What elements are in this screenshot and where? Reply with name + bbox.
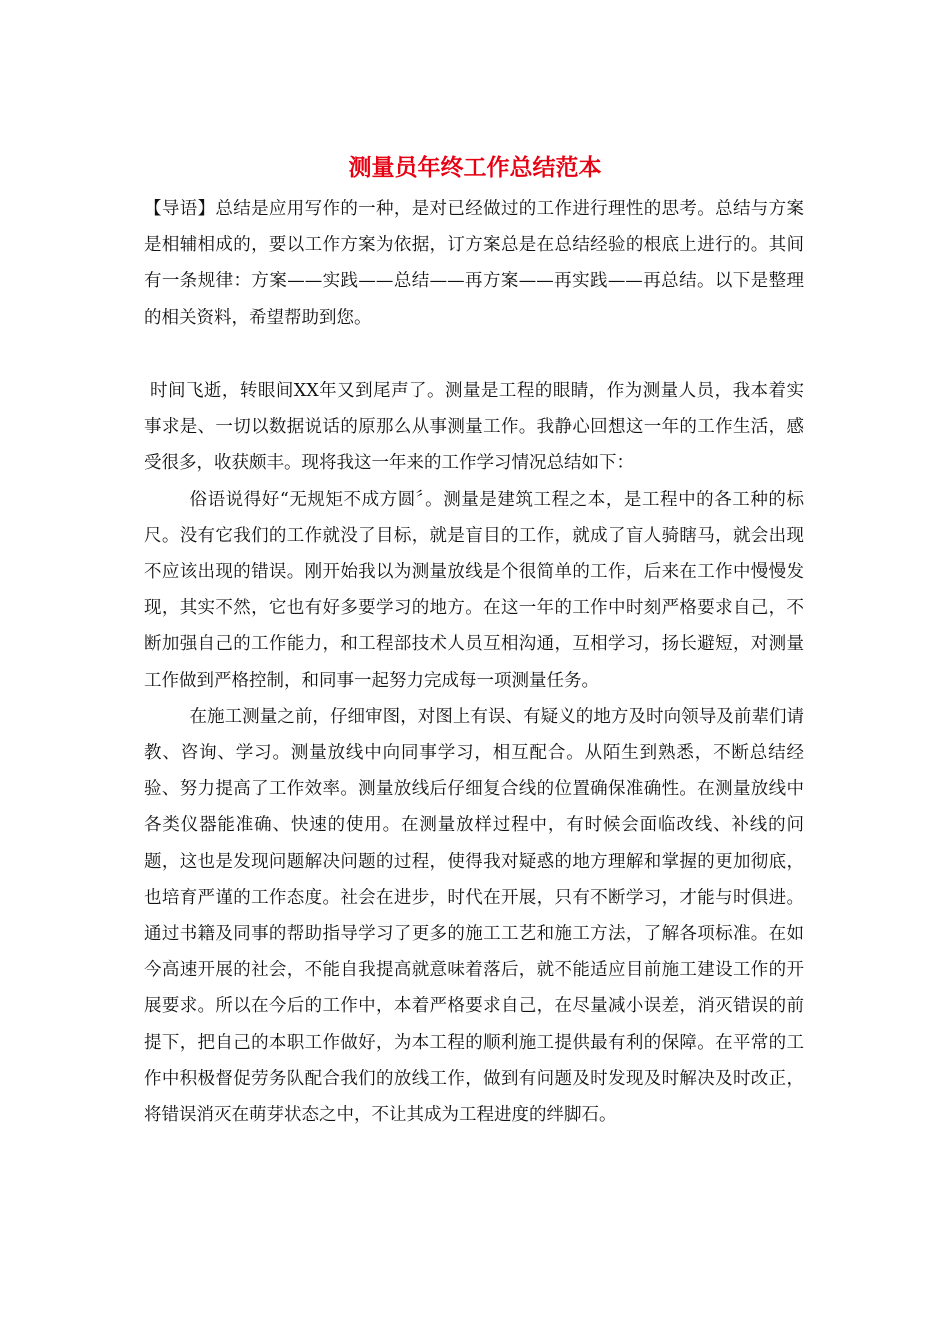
body-paragraph-1: 时间飞逝，转眼间XX年又到尾声了。测量是工程的眼睛，作为测量人员，我本着实事求是、一切以数据说话的原那么从事测量工作。我静心回想这一年的工作生活，感受很多，收获颇丰。现将我这一年来的工作学习情况总结如下： — [144, 381, 804, 474]
intro-section — [144, 191, 804, 336]
body-paragraph-3: 在施工测量之前，仔细审图，对图上有误、有疑义的地方及时向领导及前辈们请教、咨询、学习。测量放线中向同事学习，相互配合。从陌生到熟悉，不断总结经验、努力提高了工作效率。测量放线后仔细复合线的位置确保准确性。在测量放线中各类仪器能准确、快速的使用。在测量放样过程中，有时候会面临改线、补线的问题，这也是发现问题解决问题的过程，使得我对疑惑的地方理解和掌握的更加彻底，也培育严谨的工作态度。社会在进步，时代在开展，只有不断学习，才能与时俱进。通过书籍及同事的帮助指导学习了更多的施工工艺和施工方法，了解各项标准。在如今高速开展的社会，不能自我提高就意味着落后，就不能适应目前施工建设工作的开展要求。所以在今后的工作中，本着严格要求自己，在尽量减小误差，消灭错误的前提下，把自己的本职工作做好，为本工程的顺利施工提供最有利的保障。在平常的工作中积极督促劳务队配合我们的放线工作，做到有问题及时发现及时解决及时改正，将错误消灭在萌芽状态之中，不让其成为工程进度的绊脚石。 — [144, 706, 804, 1126]
document-title: 测量员年终工作总结范本 — [348, 154, 602, 181]
body-paragraph-2: 俗语说得好“无规矩不成方圆〞。测量是建筑工程之本，是工程中的各工种的标尺。没有它我们的工作就没了目标，就是盲目的工作，就成了盲人骑瞎马，就会出现不应该出现的错误。刚开始我以为测量放线是个很简单的工作，后来在工作中慢慢发现，其实不然，它也有好多要学习的地方。在这一年的工作中时刻严格要求自己，不断加强自己的工作能力，和工程部技术人员互相沟通，互相学习，扬长避短，对测量工作做到严格控制，和同事一起努力完成每一项测量任务。 — [144, 489, 804, 691]
main-body — [144, 373, 804, 1133]
intro-paragraph: 【导语】总结是应用写作的一种，是对已经做过的工作进行理性的思考。总结与方案是相辅相成的，要以工作方案为依据，订方案总是在总结经验的根底上进行的。其间有一条规律：方案——实践——总结——再方案——再实践——再总结。以下是整理的相关资料，希望帮助到您。 — [144, 199, 804, 328]
